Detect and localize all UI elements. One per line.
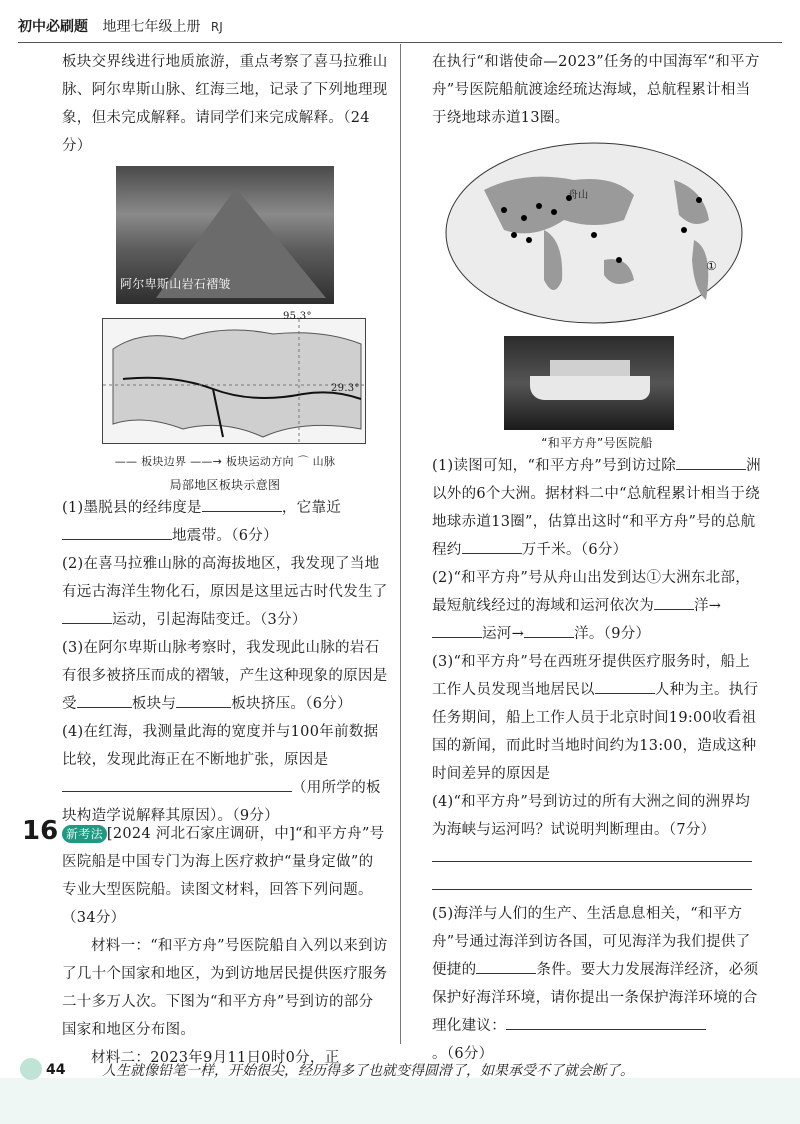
material-2-start: 材料二：2023年9月11日0时0分，正 (91, 1050, 340, 1066)
continent-1-label: ① (706, 259, 718, 273)
right-column (432, 48, 762, 1068)
left-column (62, 48, 388, 830)
question-4: (4)在红海，我测量此海的宽度并与100年前数据比较，发现此海正在不断地扩张，原因是（用所学的板块构造学说解释其原因）。（9分） (62, 724, 381, 824)
r-question-5: (5)海洋与人们的生产、生活息息相关，“和平方舟”号通过海洋到访各国，可见海洋为我们提供了便捷的 条件。要大力发展海洋经济，必须保护好海洋环境，请你提出一条保护海洋环境的合理化建议：。（6分） (432, 906, 759, 1062)
r-question-3: (3)“和平方舟”号在西班牙提供医疗服务时，船上工作人员发现当地居民以 人种为主。执行任务期间，船上工作人员于北京时间19:00收看祖国的新闻，而此时当地时间约为13:00，造成这种时间差异的原因是 (432, 654, 759, 782)
question-16-number: 16 (22, 816, 59, 846)
r-question-1: (1)读图可知，“和平方舟”号到访过除 洲以外的6个大洲。据材料二中“总航程累计相当于绕地球赤道13圈”，估算出这时“和平方舟”号的总航程约 万千米。（6分） (432, 452, 762, 564)
map-caption: 局部地区板块示意图 (169, 478, 281, 492)
book-edition: RJ (210, 20, 223, 34)
r-question-2: (2)“和平方舟”号从舟山出发到达①大洲东北部，最短航线经过的海域和运河依次为 洋→运河→ 洋。（9分） (432, 570, 751, 642)
material-1: 材料一：“和平方舟”号医院船自入列以来到访了几十个国家和地区，为到访地居民提供医疗服务二十多万人次。下图为“和平方舟”号到访的部分国家和地区分布图。 (62, 938, 388, 1038)
map-lon-label: 95.3° (283, 311, 312, 322)
material-2-cont: 在执行“和谐使命—2023”任务的中国海军“和平方舟”号医院船航渡途经琉达海域，总航程累计相当于绕地球赤道13圈。 (432, 54, 760, 126)
new-method-tag: 新考法 (62, 825, 107, 843)
photo-caption: 阿尔卑斯山岩石褶皱 (120, 277, 231, 291)
world-map-svg (444, 140, 744, 326)
world-map (444, 140, 744, 326)
answer-line-2 (432, 872, 762, 900)
book-title: 初中必刷题 (18, 19, 88, 35)
ship-caption: “和平方舟”号医院船 (541, 436, 653, 450)
question-2: (2)在喜马拉雅山脉的高海拔地区，我发现了当地有远古海洋生物化石，原因是这里远古时代发生了运动，引起海陆变迁。（3分） (62, 556, 388, 628)
snail-icon (20, 1058, 42, 1080)
alps-fold-photo (116, 166, 334, 304)
header-rule (18, 42, 782, 43)
zhoushan-label: 舟山 (568, 190, 589, 201)
question-3: (3)在阿尔卑斯山脉考察时，我发现此山脉的岩石有很多被挤压而成的褶皱，产生这种现象的原因是受 板块与 板块挤压。（6分） (62, 640, 388, 712)
book-subject: 地理七年级上册 (102, 19, 201, 35)
map-lat-label: 29.3° (331, 383, 360, 394)
question-1: (1)墨脱县的经纬度是 ，它靠近地震带。（6分） (62, 494, 388, 550)
r-question-4: (4)“和平方舟”号到访过的所有大洲之间的洲界均为海峡与运河吗？试说明判断理由。（7分） (432, 794, 751, 838)
page-number: 44 (46, 1062, 66, 1078)
column-divider (400, 44, 401, 1044)
footer-motto: 人生就像铅笔一样，开始很尖，经历得多了也就变得圆滑了，如果承受不了就会断了。 (102, 1063, 634, 1079)
hospital-ship-photo (504, 336, 674, 430)
answer-line-1 (432, 844, 762, 872)
page-header (18, 16, 223, 36)
page-footer (18, 1054, 782, 1090)
map-legend: —— 板块边界 ——→ 板块运动方向 ⌒ 山脉 (114, 455, 336, 468)
question-16-intro: [2024 河北石家庄调研，中]“和平方舟”号医院船是中国专门为海上医疗救护“量身定做”的专业大型医院船。读图文材料，回答下列问题。（34分） (62, 826, 385, 926)
left-intro: 板块交界线进行地质旅游，重点考察了喜马拉雅山脉、阿尔卑斯山脉、红海三地，记录了下列地理现象，但未完成解释。请同学们来完成解释。（24分） (62, 54, 388, 154)
plate-map (102, 311, 366, 444)
plate-map-svg (103, 319, 365, 443)
ship-hull (530, 376, 650, 400)
question-16 (62, 820, 388, 1072)
